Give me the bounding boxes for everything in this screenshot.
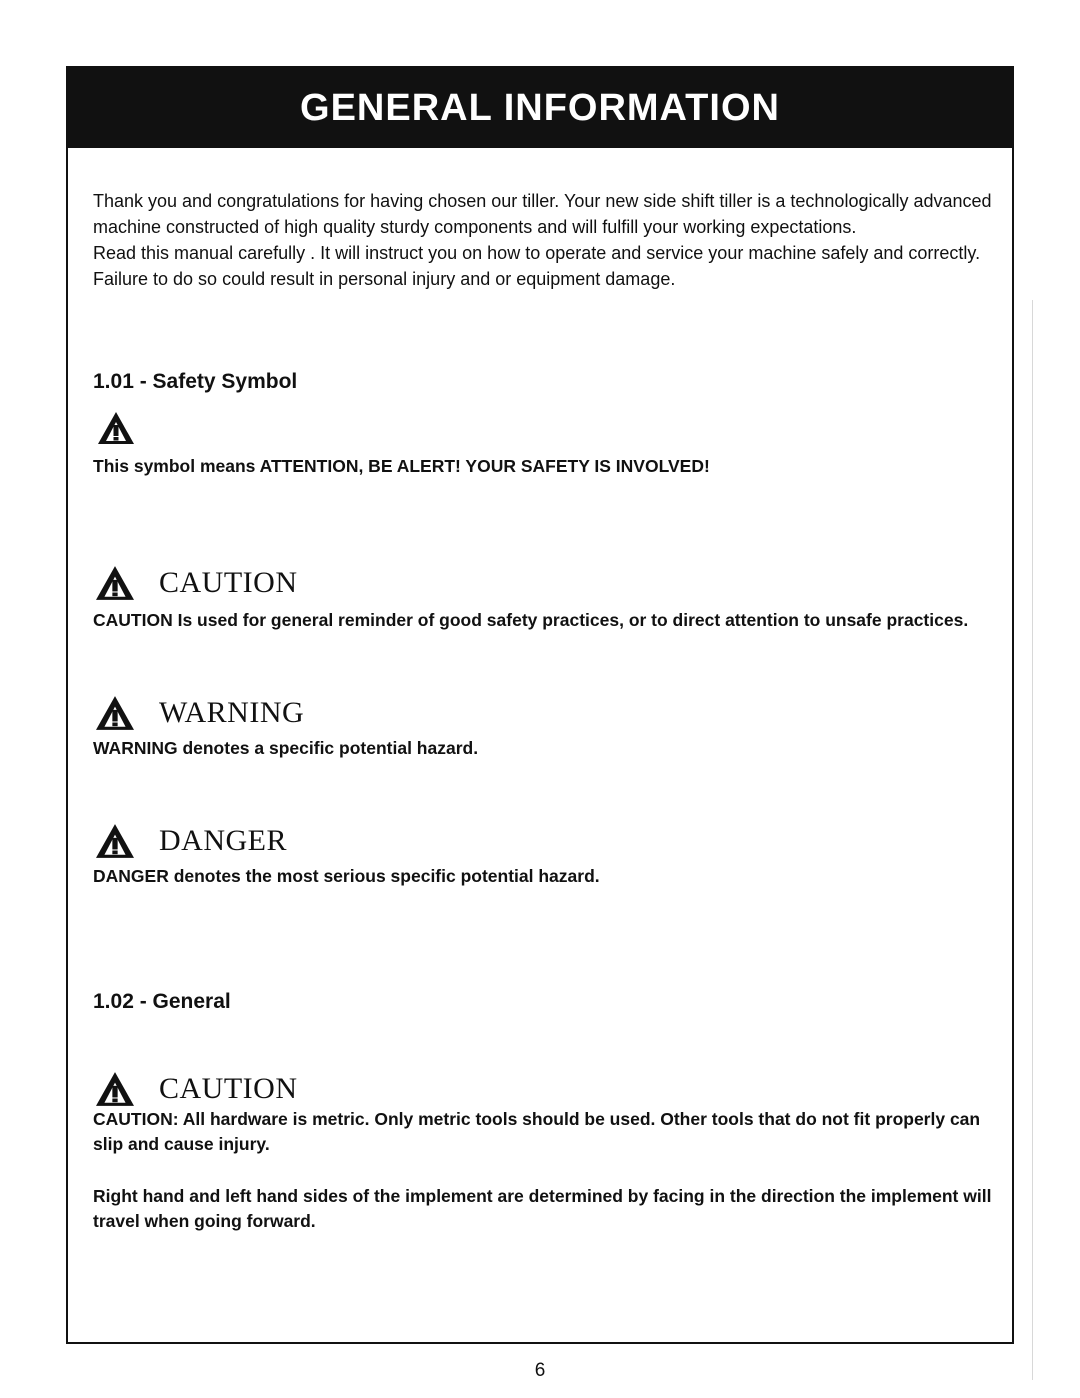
intro-text bbox=[93, 188, 992, 292]
caution-description: CAUTION Is used for general reminder of good safety practices, or to direct attention to unsafe practices. bbox=[93, 610, 969, 630]
warning-icon bbox=[93, 694, 137, 732]
warning-label: WARNING bbox=[159, 696, 305, 729]
section-title-general: 1.02 - General bbox=[93, 990, 231, 1013]
intro-paragraph-1: Thank you and congratulations for having chosen our tiller. Your new side shift tiller is a technologically advanced machine constructed of high quality sturdy components and will fulfill your working expectations. bbox=[93, 191, 992, 237]
warning-triangle-icon bbox=[96, 410, 136, 446]
section-title-safety-symbol: 1.01 - Safety Symbol bbox=[93, 370, 298, 393]
caution-heading bbox=[93, 564, 298, 602]
general-caution-heading bbox=[93, 1070, 298, 1108]
general-caution-label: CAUTION bbox=[159, 1072, 298, 1105]
warning-description: WARNING denotes a specific potential hazard. bbox=[93, 738, 479, 758]
page-number: 6 bbox=[534, 1360, 546, 1381]
general-caution-triangle-icon bbox=[93, 1070, 137, 1108]
danger-heading bbox=[93, 822, 287, 860]
implement-sides-note: Right hand and left hand sides of the implement are determined by facing in the direction the implement will travel when going forward. bbox=[93, 1186, 992, 1231]
scan-margin-line bbox=[1032, 300, 1033, 1380]
danger-triangle-icon bbox=[93, 822, 137, 860]
page-frame bbox=[66, 66, 1014, 1344]
danger-label: DANGER bbox=[159, 824, 287, 857]
caution-label: CAUTION bbox=[159, 566, 298, 599]
page-title-banner bbox=[68, 68, 1012, 148]
intro-paragraph-2: Read this manual carefully . It will instruct you on how to operate and service your machine safely and correctly. Failure to do so could result in personal injury and or equipment damage. bbox=[93, 243, 981, 289]
caution-triangle-icon bbox=[93, 564, 137, 602]
page-title: GENERAL INFORMATION bbox=[300, 86, 780, 129]
warning-heading bbox=[93, 694, 304, 732]
danger-description: DANGER denotes the most serious specific potential hazard. bbox=[93, 866, 600, 886]
general-caution-description: CAUTION: All hardware is metric. Only metric tools should be used. Other tools that do not fit properly can slip and cause injury. bbox=[93, 1109, 981, 1154]
safety-symbol-description: This symbol means ATTENTION, BE ALERT! YOUR SAFETY IS INVOLVED! bbox=[93, 456, 710, 476]
